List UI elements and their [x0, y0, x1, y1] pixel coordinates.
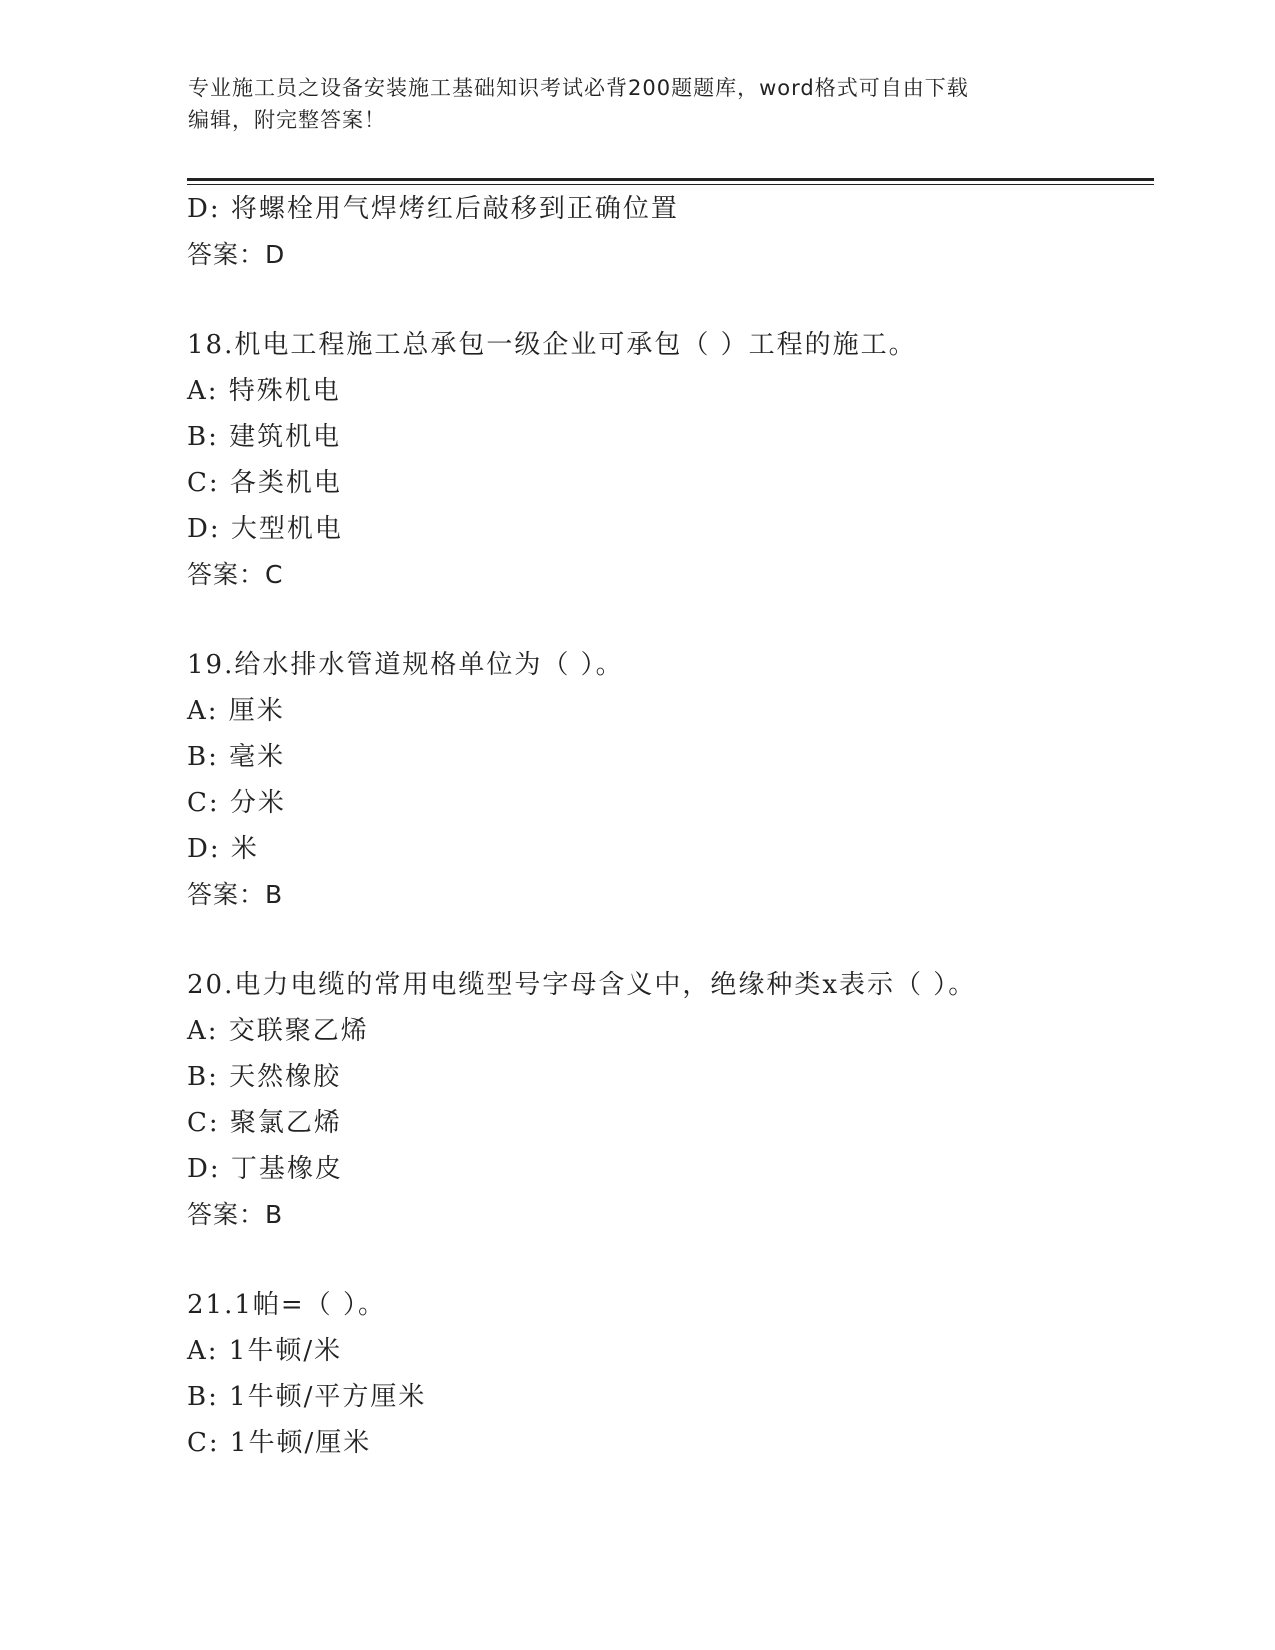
question-text: 19.给水排水管道规格单位为（ ）。	[187, 650, 624, 680]
option-a: A: 交联聚乙烯	[187, 1016, 369, 1046]
spacer	[187, 918, 1154, 962]
option-a: A: 厘米	[187, 696, 285, 726]
option-b: B: 建筑机电	[187, 422, 342, 452]
option-d: D: 丁基橡皮	[187, 1154, 343, 1184]
option-d: D: 大型机电	[187, 514, 343, 544]
question-18	[187, 322, 1154, 598]
carry-over-block	[187, 186, 1154, 278]
option-b: B: 毫米	[187, 742, 286, 772]
answer-line: 答案：B	[187, 880, 284, 909]
option-d: D: 米	[187, 834, 259, 864]
option-c: C: 聚氯乙烯	[187, 1108, 342, 1138]
option-a: A: 特殊机电	[187, 376, 341, 406]
spacer	[187, 1238, 1154, 1282]
question-21	[187, 1282, 1154, 1466]
header-line-1: 专业施工员之设备安装施工基础知识考试必背200题题库，word格式可自由下载	[188, 76, 969, 100]
spacer	[187, 278, 1154, 322]
option-c: C: 分米	[187, 788, 286, 818]
answer-line: 答案：C	[187, 560, 284, 589]
option-b: B: 天然橡胶	[187, 1062, 342, 1092]
question-text: 20.电力电缆的常用电缆型号字母含义中，绝缘种类x表示（ ）。	[187, 970, 977, 1000]
question-list	[187, 186, 1154, 1466]
option-b: B: 1牛顿/平方厘米	[187, 1382, 427, 1412]
answer-line: 答案：B	[187, 1200, 284, 1229]
option-c: C: 1牛顿/厘米	[187, 1428, 372, 1458]
header-divider-thick	[187, 178, 1154, 181]
spacer	[187, 598, 1154, 642]
question-19	[187, 642, 1154, 918]
question-text: 18.机电工程施工总承包一级企业可承包（ ）工程的施工。	[187, 330, 917, 360]
question-text: 21.1帕=（ ）。	[187, 1290, 386, 1320]
header-divider-thin	[187, 184, 1154, 185]
question-20	[187, 962, 1154, 1238]
option-a: A: 1牛顿/米	[187, 1336, 343, 1366]
option-d: D: 将螺栓用气焊烤红后敲移到正确位置	[187, 194, 679, 224]
document-header	[188, 72, 1078, 136]
header-line-2: 编辑，附完整答案！	[188, 108, 386, 132]
option-c: C: 各类机电	[187, 468, 342, 498]
answer-line: 答案：D	[187, 240, 286, 269]
